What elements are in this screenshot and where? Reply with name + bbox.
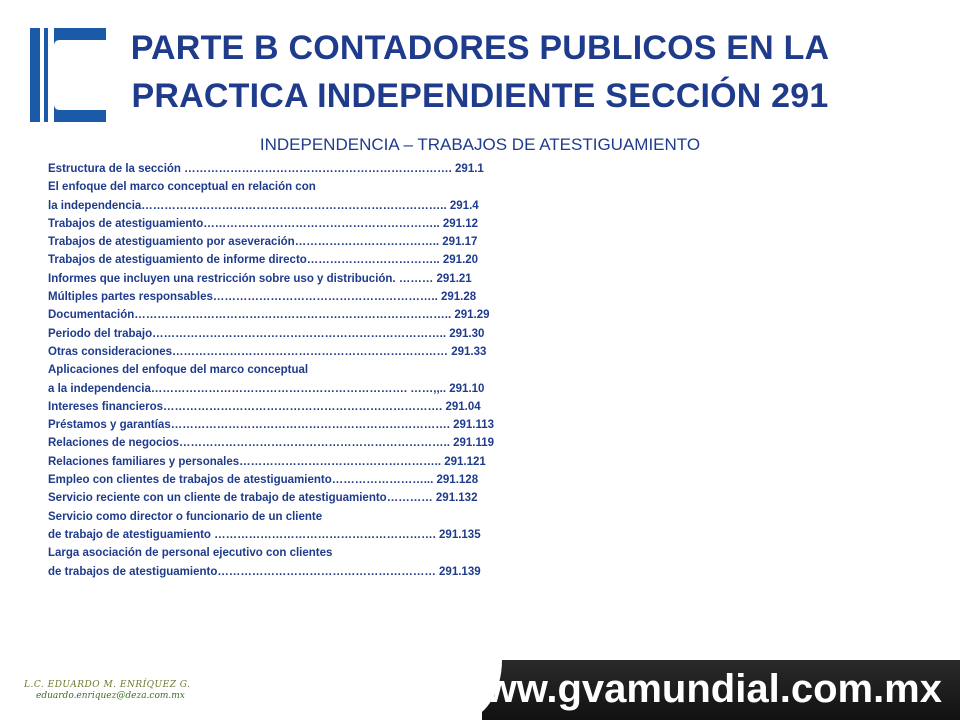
toc-entry: de trabajo de atestiguamiento …………………………………………………. 291.135: [48, 528, 481, 541]
toc-entry: Relaciones familiares y personales…………………………………………….. 291.121: [48, 455, 486, 468]
toc-entry: Periodo del trabajo………………………………………………………………….. 291.30: [48, 327, 485, 340]
toc-entry: Intereses financieros………………………………………………………………. 291.04: [48, 400, 481, 413]
toc-entry: Trabajos de atestiguamiento de informe directo…………………………….. 291.20: [48, 254, 479, 267]
toc-entry: a la independencia…………………………………………………………. ……,,.. 291.10: [48, 382, 485, 395]
toc-entry: Múltiples partes responsables………………………………………………….. 291.28: [48, 291, 477, 304]
toc-entry: Préstamos y garantías………………………………………………………………. 291.113: [48, 419, 495, 432]
toc-entry: El enfoque del marco conceptual en relación con: [48, 181, 316, 194]
toc-entry: Aplicaciones del enfoque del marco conceptual: [48, 364, 309, 377]
toc-entry: Servicio reciente con un cliente de trabajo de atestiguamiento………… 291.132: [48, 492, 478, 505]
toc-entry: la independencia…………………………………………………………………….. 291.4: [48, 199, 479, 212]
author-signature: [24, 680, 191, 701]
toc-entry: de trabajos de atestiguamiento………………………………………………… 291.139: [48, 565, 481, 578]
toc-entry: Relaciones de negocios…………………………………………………………….. 291.119: [48, 437, 495, 450]
toc-entry: Trabajos de atestiguamiento por aseveración……………………………….. 291.17: [48, 236, 478, 249]
company-logo: [30, 26, 106, 124]
toc-entry: Otras consideraciones……………………………………………………………… 291.33: [48, 345, 487, 358]
toc-entry: Larga asociación de personal ejecutivo con clientes: [48, 547, 333, 560]
toc-entry: Trabajos de atestiguamiento…………………………………………………….. 291.12: [48, 217, 479, 230]
toc-entry: Servicio como director o funcionario de un cliente: [48, 510, 323, 523]
toc-entry: Informes que incluyen una restricción sobre uso y distribución. ……… 291.21: [48, 272, 472, 285]
toc-entry: Empleo con clientes de trabajos de atestiguamiento……………………... 291.128: [48, 474, 479, 487]
page-title: [120, 24, 840, 120]
toc-entry: Documentación……………………………………………………………………….. 291.29: [48, 309, 490, 322]
title-line-1: PARTE B CONTADORES PUBLICOS EN LA: [130, 29, 830, 67]
table-of-contents: [48, 160, 608, 581]
toc-entry: Estructura de la sección ……………………………………………………………. 291.1: [48, 163, 484, 175]
website-url[interactable]: www.gvamundial.com.mx: [454, 667, 942, 711]
title-line-2: PRACTICA INDEPENDIENTE SECCIÓN 291: [131, 77, 829, 115]
section-subtitle: INDEPENDENCIA – TRABAJOS DE ATESTIGUAMIENTO: [259, 135, 701, 154]
footer-banner: [454, 660, 960, 720]
author-email: eduardo.enriquez@deza.com.mx: [36, 691, 185, 701]
author-name: L.C. EDUARDO M. ENRÍQUEZ G.: [24, 680, 191, 690]
